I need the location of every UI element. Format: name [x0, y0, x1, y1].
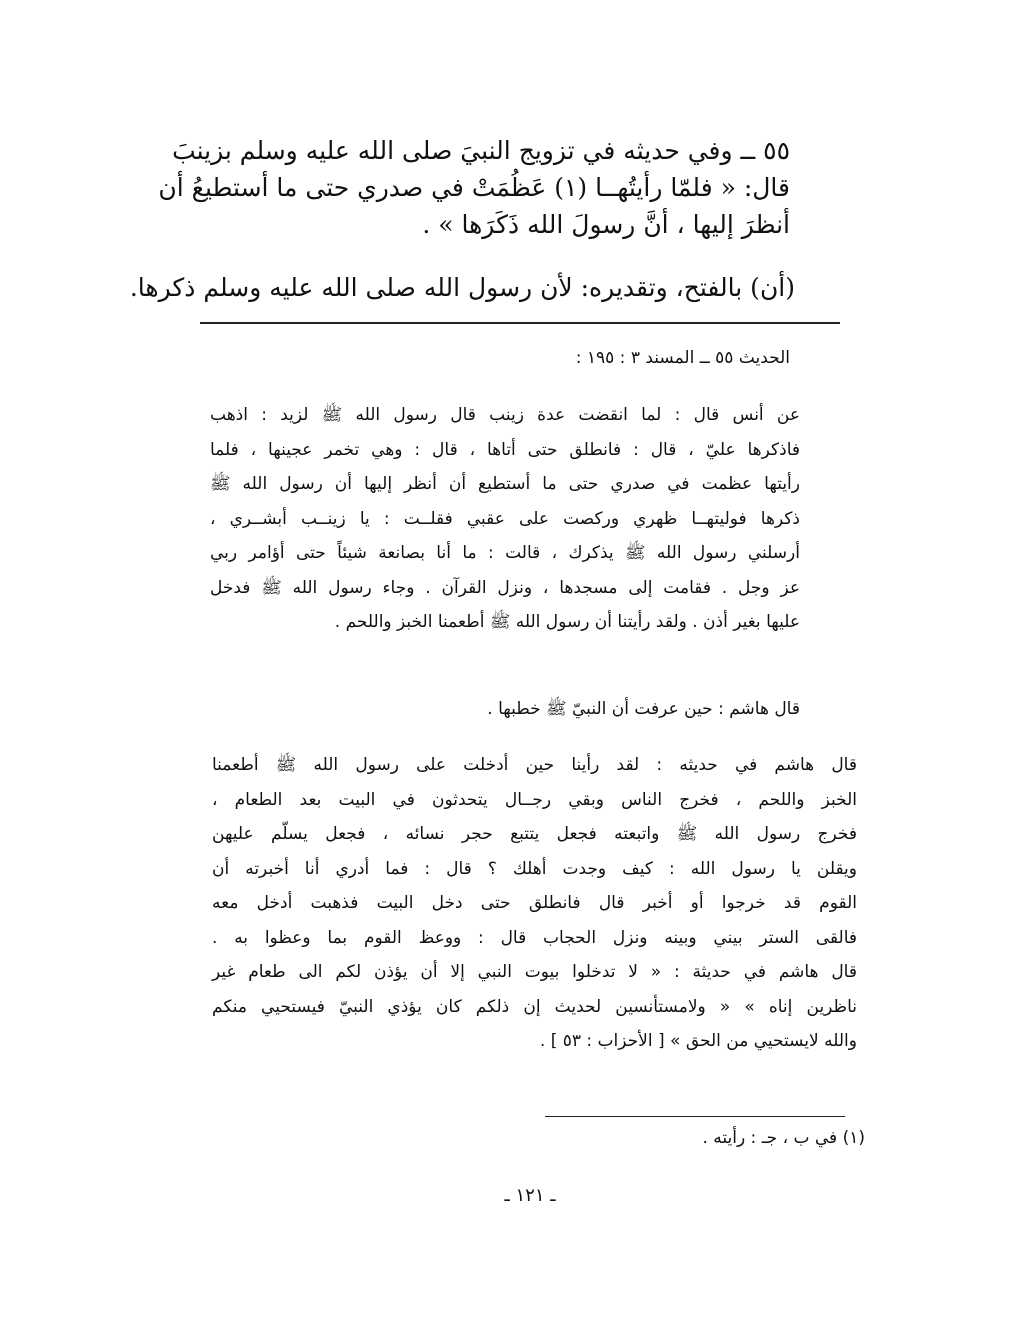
commentary-line: والله لايستحيي من الحق » [ الأحزاب : ٥٣ ] .	[539, 1031, 857, 1051]
explanation-line: (أن) بالفتح، وتقديره: لأن رسول الله صلى الله عليه وسلم ذكرها.	[129, 273, 795, 302]
source-line: الحديث ٥٥ ــ المسند ٣ : ١٩٥ :	[575, 348, 790, 368]
commentary-line: أرسلني رسول الله ﷺ يذكرك ، قالت : ما أنا بصانعة شيئاً حتى أؤامر ربي	[210, 543, 800, 563]
commentary-line: الخبز واللحم ، فخرج الناس وبقي رجــال يتحدثون في البيت بعد الطعام ،	[212, 789, 857, 810]
commentary-line: فالقى الستر بيني وبينه ونزل الحجاب قال : ووعظ القوم بما وعظوا به .	[212, 927, 857, 948]
section-divider	[200, 322, 840, 324]
footnote-line: (١) في ب ، جـ : رأيته .	[702, 1128, 865, 1148]
commentary-paragraph-3	[212, 748, 857, 1059]
commentary-line: عن أنس قال : لما انقضت عدة زينب قال رسول الله ﷺ لزيد : اذهب	[210, 405, 800, 425]
hadith-line: أنظرَ إليها ، أنَّ رسولَ الله ذَكَرَها » .	[422, 210, 790, 239]
commentary-line: عز وجل . فقامت إلى مسجدها ، ونزل القرآن . وجاء رسول الله ﷺ فدخل	[210, 577, 800, 598]
commentary-paragraph-2	[420, 692, 800, 727]
commentary-paragraph-1	[210, 398, 800, 640]
hadith-line: ٥٥ ــ وفي حديثه في تزويج النبيَ صلى الله عليه وسلم بزينبَ	[172, 136, 790, 165]
hadith-line: قال: « فلمّا رأيتُهــا (١) عَظُمَتْ في صدري حتى ما أستطيعُ أن	[158, 173, 790, 202]
commentary-line: عليها بغير أذن . ولقد رأيتنا أن رسول الله ﷺ أطعمنا الخبز واللحم .	[334, 612, 800, 632]
commentary-line: قال هاشم في حديثه : لقد رأينا حين أدخلت على رسول الله ﷺ أطعمنا	[212, 755, 857, 775]
commentary-line: رأيتها عظمت في صدري حتى ما أستطيع أن أنظر إليها أن رسول الله ﷺ	[210, 474, 800, 494]
commentary-line: ذكرها فوليتهــا ظهري وركصت على عقبي فقلــت : يا زينــب أبشــري ،	[210, 508, 800, 529]
commentary-line: قال هاشم في حديثة : « لا تدخلوا بيوت النبي إلا أن يؤذن لكم الى طعام غير	[212, 962, 857, 982]
commentary-line: ناظرين إناه » « ولامستأنسين لحديث إن ذلكم كان يؤذي النبيّ فيستحيي منكم	[212, 996, 857, 1017]
commentary-line: فاذكرها عليّ ، قال : فانطلق حتى أتاها ، قال : وهي تخمر عجينها ، فلما	[210, 439, 800, 460]
hadith-main-text	[158, 132, 790, 243]
commentary-line: ويقلن يا رسول الله : كيف وجدت أهلك ؟ قال : فما أدري أنا أخبرته أن	[212, 858, 857, 879]
hadith-explanation	[129, 268, 795, 308]
footnote-divider	[545, 1116, 845, 1117]
commentary-line: القوم قد خرجوا أو أخبر قال فانطلق حتى دخل البيت فذهبت أدخل معه	[212, 893, 857, 913]
footnote	[640, 1124, 865, 1152]
commentary-line: فخرج رسول الله ﷺ واتبعته فجعل يتتبع حجر نسائه ، فجعل يسلّم عليهن	[212, 824, 857, 844]
commentary-line: قال هاشم : حين عرفت أن النبيّ ﷺ خطبها .	[487, 699, 800, 719]
page-number: ـ ١٢١ ـ	[504, 1185, 556, 1206]
source-reference	[430, 344, 790, 372]
